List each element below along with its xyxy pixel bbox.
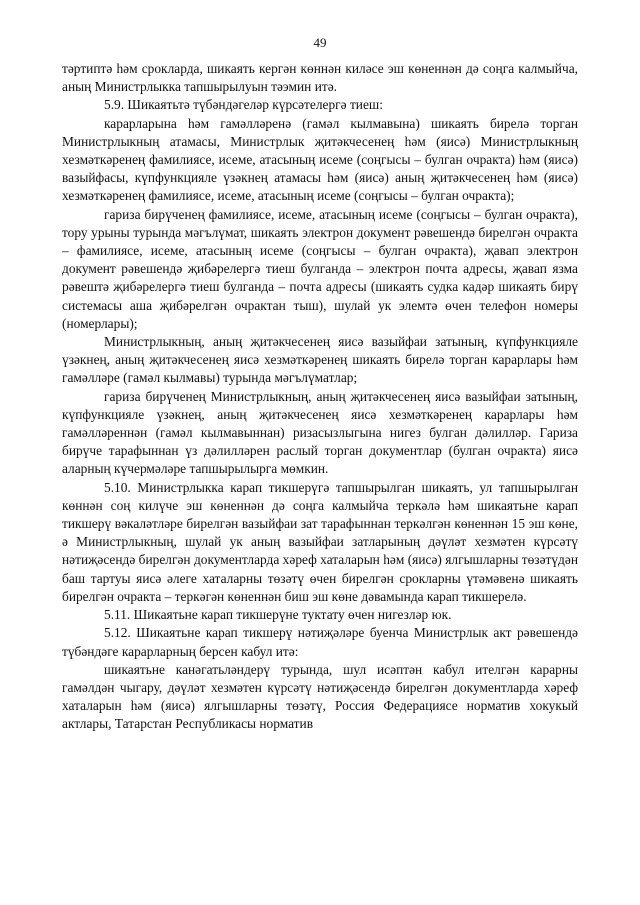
page-number: 49 — [313, 35, 327, 50]
paragraph: 5.11. Шикаятьне карап тикшерүне туктату өчен нигезләр юк. — [104, 607, 452, 623]
paragraph: карарларына һәм гамәлләренә (гамәл кылмавына) шикаять бирелә торган Министрлыкның атамасы, Министрлык җитәкчесенең һәм (яисә) Министрлыкның хезмәткәренең фамилиясе, исеме, атасының исеме (соңгысы – булган очракта) һәм (яисә) вазыйфасы, күпфункцияле үзәкнең атамасы һәм (яисә) аның җитәкчесенең һәм (яисә) хезмәткәренең фамилиясе, исеме, атасының исеме (соңгысы – булган очракта); — [62, 115, 578, 204]
paragraph: 5.12. Шикаятьне карап тикшерү нәтиҗәләре буенча Министрлык акт рәвешендә түбәндәге карарларның берсен кабул итә: — [62, 625, 578, 659]
paragraph: гариза бирүченең Министрлыкның, аның җитәкчесенең яисә вазыйфаи затының, күпфункцияле үзәкнең, аның җитәкчесенең яисә хезмәткәренең карарлары һәм гамәлләреннән (гамәл кылмавыннан) ризасызлыгына нигез булган дәлилләр. Гариза бирүче тарафыннан үз дәлилләрен раслый торган документлар (булган очракта) яисә аларның күчермәләре тапшырылырга мөмкин. — [62, 388, 578, 477]
paragraph: 5.10. Министрлыкка карап тикшерүгә тапшырылган шикаять, ул тапшырылган көннән соң килүче эш көненнән дә соңга калмыйча теркәлә һәм шикаятьне карап тикшерү вәкаләтләре бирелгән вазыйфаи зат тарафыннан теркәлгән көненнән 15 эш көне, ә Министрлыкның, шулай ук аның вазыйфаи затларының дәүләт хезмәтен күрсәтү нәтиҗәсендә бирелгән документларда хәреф хаталарын һәм (яисә) ялгышларны төзәтүдән баш тартуы яисә әлеге хаталарны төзәтү өчен бирелгән срокларны үтәмәвенә шикаять бирелгән очракта – теркәгән көненнән биш эш көне дәвамында карап тикшерелә. — [62, 479, 578, 604]
paragraph: гариза бирүченең фамилиясе, исеме, атасының исеме (соңгысы – булган очракта), тору урыны турында мәгълүмат, шикаять электрон документ рәвешендә бирелгән очракта – фамилиясе, исеме, атасының исеме (соңгысы – булган очракта), җавап электрон документ рәвешендә җибәрелергә тиеш булганда – электрон почта адресы, җавап язма рәвештә җибәрелергә тиеш булганда – почта адресы (шикаять судка кадәр шикаять бирү системасы аша җибәрелгән очрактан тыш), шулай ук элемтә өчен телефон номеры (номерлары); — [62, 206, 578, 331]
paragraph: шикаятьне канәгатьләндерү турында, шул исәптән кабул ителгән карарны гамәлдән чыгару, дәүләт хезмәтен күрсәтү нәтиҗәсендә бирелгән документларда хәреф хаталарын һәм (яисә) ялгышларны төзәтү, Россия Федерациясе норматив хокукый актлары, Татарстан Республикасы норматив — [62, 661, 578, 732]
document-body — [62, 60, 578, 734]
paragraph: 5.9. Шикаятьтә түбәндәгеләр күрсәтелергә тиеш: — [104, 97, 383, 113]
paragraph: Министрлыкның, аның җитәкчесенең яисә вазыйфаи затының, күпфункцияле үзәкнең, аның җитәкчесенең яисә хезмәткәренең шикаять бирелә торган карарлары һәм гамәлләре (гамәл кылмавы) турында мәгълүматлар; — [62, 334, 578, 386]
paragraph: тәртиптә һәм срокларда, шикаять кергән көннән киләсе эш көненнән дә соңга калмыйча, аның Министрлыкка тапшырылуын тәэмин итә. — [62, 61, 578, 95]
